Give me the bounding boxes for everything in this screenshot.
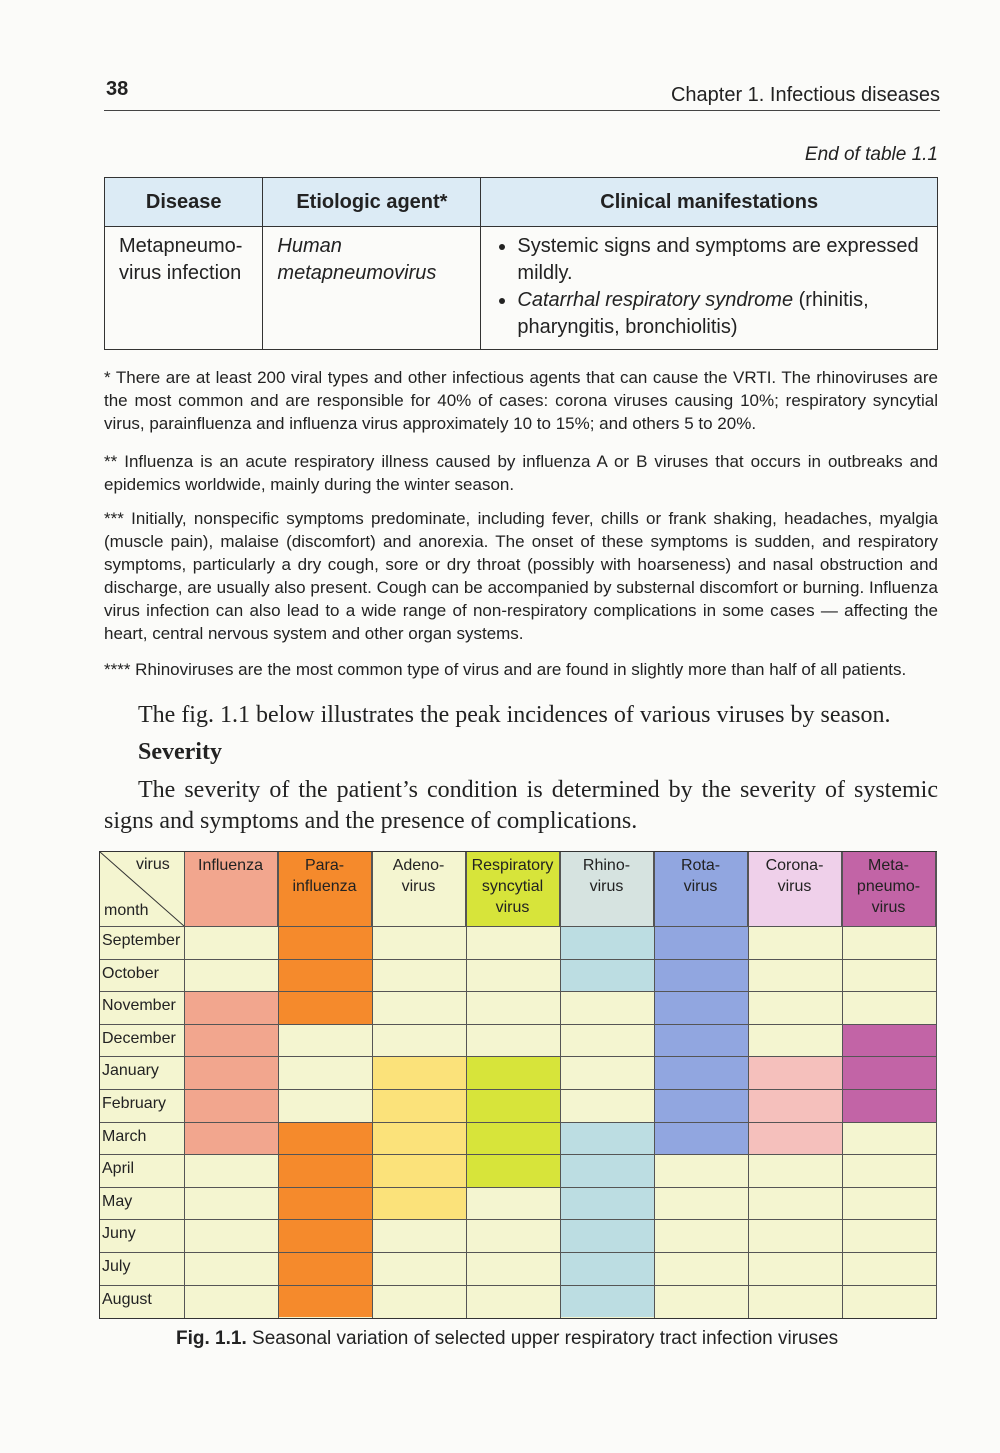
virus-header: Respiratory syncytial virus bbox=[466, 852, 560, 926]
virus-header: Meta- pneumo- virus bbox=[842, 852, 936, 926]
row-line bbox=[100, 1187, 936, 1188]
body-paragraph: The severity of the patient’s condition is determined by the severity of systemic signs and symptoms and the presence of complications. bbox=[104, 777, 938, 834]
row-line bbox=[100, 959, 936, 960]
column-line bbox=[560, 852, 561, 1318]
row-line bbox=[100, 926, 936, 927]
column-line bbox=[936, 852, 937, 1318]
virus-header: Rota- virus bbox=[654, 852, 748, 926]
column-line bbox=[654, 852, 655, 1318]
peak-band bbox=[654, 926, 748, 1154]
section-heading: Severity bbox=[138, 739, 222, 765]
peak-band bbox=[372, 1056, 466, 1219]
virus-header: Rhino- virus bbox=[560, 852, 654, 926]
month-label: Juny bbox=[102, 1225, 136, 1243]
row-line bbox=[100, 1024, 936, 1025]
column-line bbox=[748, 852, 749, 1318]
month-label: March bbox=[102, 1127, 147, 1145]
column-header: Etiologic agent* bbox=[263, 178, 481, 227]
footnote: ** Influenza is an acute respiratory illness caused by influenza A or B viruses that occurs in outbreaks and epidemics worldwide, mainly during the winter season. bbox=[104, 452, 938, 494]
table-caption: End of table 1.1 bbox=[804, 144, 938, 165]
peak-band bbox=[748, 1056, 842, 1154]
column-line bbox=[466, 852, 467, 1318]
peak-band bbox=[184, 991, 278, 1154]
row-line bbox=[100, 1122, 936, 1123]
footnote: **** Rhinoviruses are the most common type of virus and are found in slightly more than half of all patients. bbox=[104, 660, 907, 679]
footnote: *** Initially, nonspecific symptoms predominate, including fever, chills or frank shaking, headaches, myalgia (muscle pain), malaise (discomfort) and anorexia. The onset of these symptoms is sudden, and respiratory symptoms, particularly a dry cough, sore or dry throat (possibly with hoarseness) and nasal obstruction and discharge, are usually also present. Cough can be accompanied by substernal discomfort or burning. Influenza virus infection can also lead to a wide range of non-respiratory complications in some cases — affecting the heart, central nervous system and other organ systems. bbox=[104, 509, 938, 643]
table-row bbox=[105, 227, 938, 350]
figure-caption-text: Seasonal variation of selected upper respiratory tract infection viruses bbox=[246, 1328, 839, 1349]
corner-virus-label: virus bbox=[136, 856, 170, 873]
column-header: Clinical manifestations bbox=[481, 178, 938, 227]
virus-header: Influenza bbox=[184, 852, 278, 926]
row-line bbox=[100, 1089, 936, 1090]
table-header-row bbox=[105, 178, 938, 227]
month-label: May bbox=[102, 1192, 133, 1210]
row-line bbox=[100, 1154, 936, 1155]
header-rule bbox=[104, 110, 940, 111]
figure-caption bbox=[176, 1328, 838, 1350]
column-line bbox=[372, 852, 373, 1318]
disease-cell: Metapneumo-virus infection bbox=[105, 227, 263, 350]
row-line bbox=[100, 1219, 936, 1220]
corner-month-label: month bbox=[104, 902, 149, 919]
agent-cell: Human metapneumovirus bbox=[263, 227, 481, 350]
column-line bbox=[842, 852, 843, 1318]
virus-header: Para- influenza bbox=[278, 852, 372, 926]
month-label: October bbox=[102, 964, 159, 982]
running-head: Chapter 1. Infectious diseases bbox=[670, 84, 940, 106]
month-label: November bbox=[102, 997, 176, 1015]
peak-band bbox=[278, 926, 372, 1024]
row-line bbox=[100, 991, 936, 992]
column-header: Disease bbox=[105, 178, 263, 227]
column-line bbox=[278, 852, 279, 1318]
month-label: April bbox=[102, 1160, 135, 1178]
footnote: * There are at least 200 viral types and other infectious agents that can cause the VRTI. The rhinoviruses are the most common and are responsible for 40% of cases: corona viruses causing 10%; respiratory syncytial virus, parainfluenza and influenza virus approximately 10 to 15%; and others 5 to 20%. bbox=[104, 368, 938, 433]
row-line bbox=[100, 1285, 936, 1286]
month-label: December bbox=[102, 1029, 176, 1047]
month-label: January bbox=[102, 1062, 159, 1080]
month-label: September bbox=[102, 932, 181, 949]
disease-table bbox=[104, 177, 938, 350]
virus-header: Corona- virus bbox=[748, 852, 842, 926]
page-number: 38 bbox=[106, 78, 129, 100]
month-label: July bbox=[102, 1258, 131, 1275]
virus-header: Adeno- virus bbox=[372, 852, 466, 926]
list-item: • Catarrhal respiratory syndrome (rhinitis, pharyngitis, bronchiolitis) bbox=[517, 287, 925, 341]
month-label: August bbox=[102, 1290, 152, 1308]
list-item: • Systemic signs and symptoms are expressed mildly. bbox=[517, 233, 925, 287]
column-line bbox=[184, 852, 185, 1318]
body-paragraph: The fig. 1.1 below illustrates the peak incidences of various viruses by season. bbox=[138, 702, 891, 728]
peak-band bbox=[842, 1024, 936, 1122]
month-label: February bbox=[102, 1095, 167, 1112]
manifestations-cell bbox=[481, 227, 938, 350]
seasonal-chart bbox=[99, 851, 937, 1319]
figure-label: Fig. 1.1. bbox=[176, 1328, 247, 1349]
row-line bbox=[100, 1252, 936, 1253]
row-line bbox=[100, 1056, 936, 1057]
